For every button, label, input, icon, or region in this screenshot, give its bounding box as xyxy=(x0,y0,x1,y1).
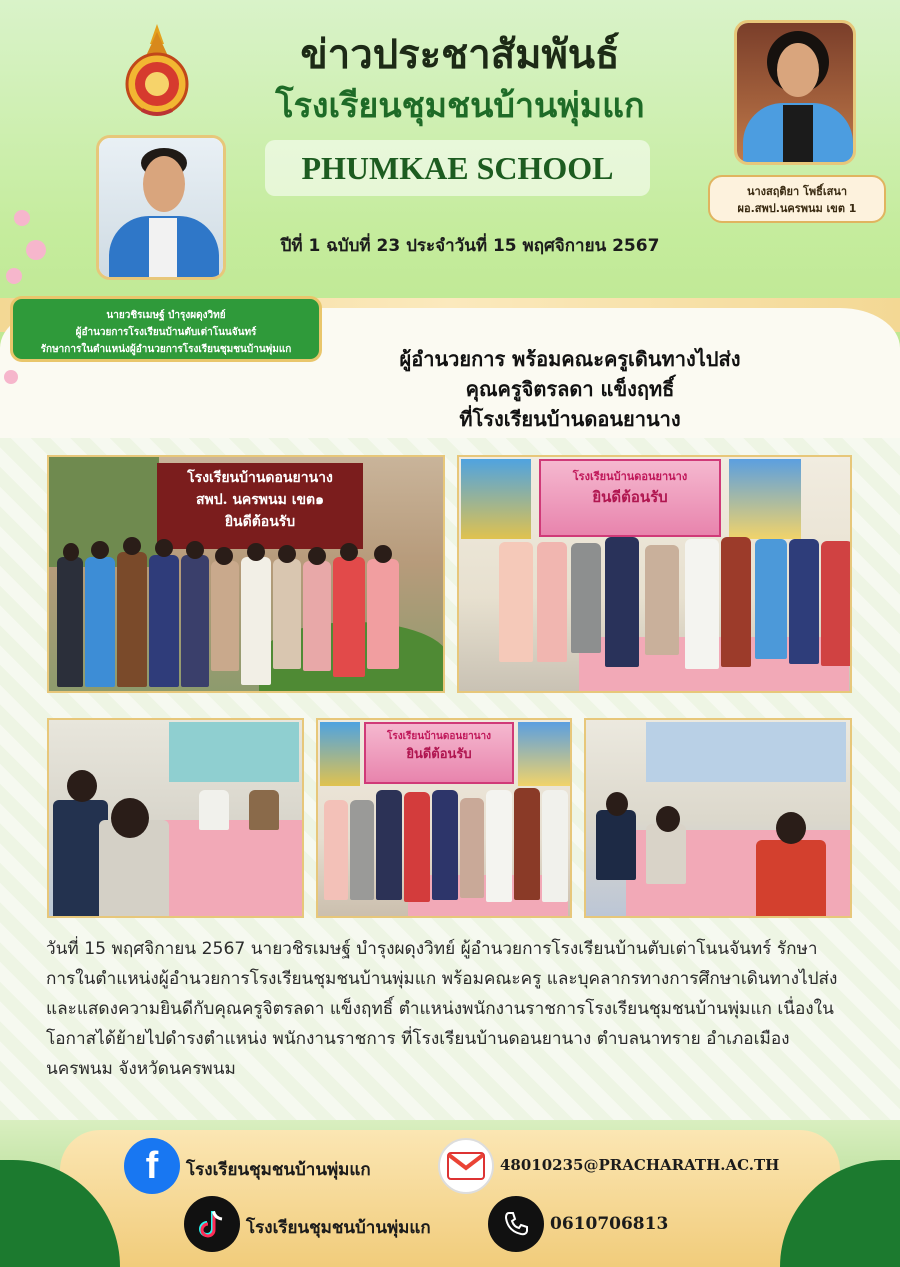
issue-info: ปีที่ 1 ฉบับที่ 23 ประจำวันที่ 15 พฤศจิกายน 2567 xyxy=(280,236,660,256)
photo-meeting-room-2 xyxy=(584,718,852,918)
director-right-name: นางสฤติยา โพธิ์เสนา xyxy=(746,185,848,198)
headline-line1: ผู้อำนวยการ พร้อมคณะครูเดินทางไปส่ง xyxy=(399,347,741,371)
flower-decoration xyxy=(14,210,30,226)
director-left-position: ผู้อำนวยการโรงเรียนบ้านตับเต่าโนนจันทร์ xyxy=(75,327,257,338)
phone-icon[interactable] xyxy=(488,1196,544,1252)
school-english-name: PHUMKAE SCHOOL xyxy=(265,140,650,196)
banner-welcome: ยินดีต้อนรับ xyxy=(406,747,472,762)
director-right-position: ผอ.สพป.นครพนม เขต 1 xyxy=(737,202,857,215)
banner-school-name: โรงเรียนบ้านดอนยานาง xyxy=(572,470,688,483)
page-title: ข่าวประชาสัมพันธ์ xyxy=(300,31,620,78)
director-right-portrait xyxy=(734,20,856,165)
article-body: วันที่ 15 พฤศจิกายน 2567 นายวชิรเมษฐ์ บำรุงผดุงวิทย์ ผู้อำนวยการโรงเรียนบ้านตับเต่าโนนจันทร์ รักษาการในตำแหน่งผู้อำนวยการโรงเรียนชุมชนบ้านพุ่มแก พร้อมคณะครู และบุคลากรทางการศึกษาเดินทางไปส่งและแสดงความยินดีกับคุณครูจิตรลดา แข็งฤทธิ์ ตำแหน่งพนักงานราชการโรงเรียนชุมชนบ้านพุ่มแก เนื่องในโอกาสได้ย้ายไปดำรงตำแหน่ง พนักงานราชการ ที่โรงเรียนบ้านดอนยานาง ตำบลนาทราย อำเภอเมืองนครพนม จังหวัดนครพนม xyxy=(46,939,838,1079)
photo-group-gift xyxy=(316,718,572,918)
director-left-name: นายวชิรเมษฐ์ บำรุงผดุงวิทย์ xyxy=(106,310,226,321)
email-link[interactable]: 48010235@PRACHARATH.AC.TH xyxy=(500,1156,780,1174)
facebook-icon[interactable]: f xyxy=(124,1138,180,1194)
director-left-caption xyxy=(10,296,322,362)
flower-decoration xyxy=(26,240,46,260)
sign-welcome: ยินดีต้อนรับ xyxy=(224,514,296,530)
news-headline xyxy=(300,344,840,434)
sign-district: สพป. นครพนม เขต๑ xyxy=(195,492,325,508)
banner-welcome: ยินดีต้อนรับ xyxy=(592,488,668,506)
facebook-page-link[interactable]: โรงเรียนชุมชนบ้านพุ่มแก xyxy=(186,1160,371,1180)
tiktok-icon[interactable] xyxy=(184,1196,240,1252)
director-left-portrait xyxy=(96,135,226,280)
banner-school-name: โรงเรียนบ้านดอนยานาง xyxy=(386,731,492,742)
director-left-acting-position: รักษาการในตำแหน่งผู้อำนวยการโรงเรียนชุมชนบ้านพุ่มแก xyxy=(40,344,292,355)
school-emblem-icon xyxy=(122,22,192,120)
sign-school-name: โรงเรียนบ้านดอนยานาง xyxy=(187,470,333,486)
photo-group-at-sign xyxy=(47,455,445,693)
tiktok-page-link[interactable]: โรงเรียนชุมชนบ้านพุ่มแก xyxy=(246,1218,431,1238)
flower-decoration xyxy=(6,268,22,284)
gmail-icon[interactable] xyxy=(438,1138,494,1194)
photo-meeting-room-1 xyxy=(47,718,304,918)
director-right-caption xyxy=(708,175,886,223)
headline-line3: ที่โรงเรียนบ้านดอนยานาง xyxy=(459,407,681,431)
flower-decoration xyxy=(4,370,18,384)
photo-group-indoor-banner xyxy=(457,455,852,693)
school-name-title: โรงเรียนชุมชนบ้านพุ่มแก xyxy=(275,86,645,126)
phone-number[interactable]: 0610706813 xyxy=(550,1214,669,1234)
headline-line2: คุณครูจิตรลดา แข็งฤทธิ์ xyxy=(465,377,675,401)
